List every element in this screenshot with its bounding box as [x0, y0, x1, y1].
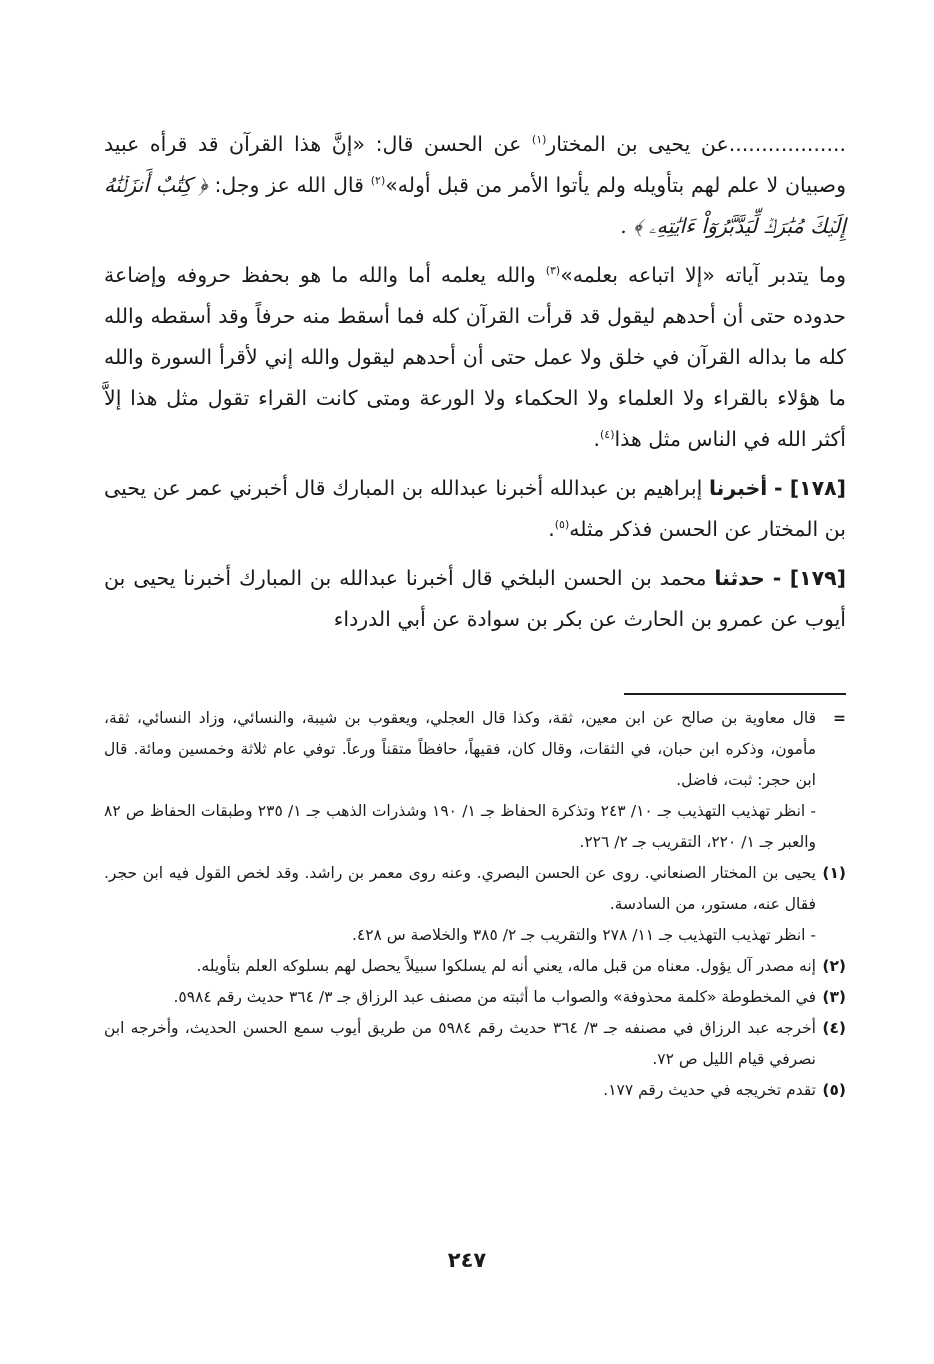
footnote-body	[104, 858, 816, 951]
p1-line1b: عن الحسن قال: «إنَّ هذا القرآن قد قرأه	[149, 132, 532, 156]
footnote-ref-5[interactable]: (٥)	[554, 518, 570, 531]
hadith-179	[104, 558, 846, 640]
hadith-178	[104, 468, 846, 550]
footnote-body	[104, 1075, 816, 1106]
footnote-line: إنه مصدر آل يؤول. معناه من قبل ماله، يعني أنه لم يسلكوا سبيلاً يحصل لهم بسلوكه العلم بتأويله.	[196, 957, 816, 975]
footnote-3	[104, 982, 846, 1013]
p2-start: وما يتدبر آياته «إلا اتباعه بعلمه»	[560, 263, 846, 287]
footnote-continued	[104, 703, 846, 858]
p1-line2: عبيد وصبيان لا علم لهم بتأويله ولم يأتوا الأمر من قبل أوله»	[104, 132, 846, 197]
main-text	[104, 124, 846, 640]
footnotes	[104, 703, 846, 1106]
p1-line1: ..................عن يحيى بن المختار	[546, 132, 846, 156]
footnote-ref-4[interactable]: (٤)	[599, 428, 615, 441]
p2-end: .	[593, 427, 600, 451]
hadith-179-number: [١٧٩] -	[772, 566, 846, 590]
footnote-line: يحيى بن المختار الصنعاني. روى عن الحسن البصري. وعنه روى معمر بن راشد. وقد لخص القول فيه ابن حجر. فقال عنه، مستور، من السادسة.	[104, 864, 816, 913]
footnote-body	[104, 1013, 816, 1075]
hadith-178-end: .	[548, 517, 555, 541]
footnote-line: - انظر تهذيب التهذيب جـ ١١/ ٢٧٨ والتقريب جـ ٢/ ٣٨٥ والخلاصة س ٤٢٨.	[351, 926, 816, 944]
footnote-marker: =	[833, 709, 846, 727]
footnote-marker: (١)	[822, 864, 846, 882]
footnote-ref-1[interactable]: (١)	[531, 133, 547, 146]
hadith-178-number: [١٧٨] -	[773, 476, 846, 500]
footnote-marker: (٣)	[822, 988, 846, 1006]
footnote-marker: (٤)	[822, 1019, 846, 1037]
paragraph-2	[104, 255, 846, 460]
hadith-179-text: محمد بن الحسن البلخي قال أخبرنا عبدالله بن المبارك أخبرنا يحيى بن أيوب عن عمرو بن الحارث عن بكر بن سوادة عن أبي الدرداء	[104, 566, 846, 631]
footnote-line: أخرجه عبد الرزاق في مصنفه جـ ٣/ ٣٦٤ حديث رقم ٥٩٨٤ من طريق أيوب سمع الحسن الحديث، وأخرجه ابن نصرفي قيام الليل ص ٧٢.	[104, 1019, 816, 1068]
footnote-body	[104, 951, 816, 982]
footnote-line: تقدم تخريجه في حديث رقم ١٧٧.	[603, 1081, 816, 1099]
footnote-ref-2[interactable]: (٢)	[370, 174, 386, 187]
hadith-179-keyword: حدثنا	[714, 566, 765, 590]
hadith-178-text: إبراهيم بن عبدالله أخبرنا عبدالله بن المبارك قال أخبرني عمر عن يحيى بن المختار عن الحسن فذكر مثله	[104, 476, 846, 541]
footnote-line: قال معاوية بن صالح عن ابن معين، ثقة، وكذا قال العجلي، ويعقوب بن شيبة، والنسائي، وزاد النسائي، ثقة، مأمون، وذكره ابن حبان، في الثقات، وقال كان، فقيهاً، حافظاً متقناً ورعاً. توفي عام ثلاثة وخمسين ومائة. قال ابن حجر: ثبت، فاضل.	[104, 709, 816, 789]
footnote-5	[104, 1075, 846, 1106]
quran-verse: ﴿ كِتَٰبٌ أَنزَلۡنَٰهُ إِلَيۡكَ مُبَٰرَكٞ لِّيَدَّبَّرُوٓاْ ءَايَٰتِهِۦ ﴾ .	[104, 173, 846, 238]
footnote-marker: (٢)	[822, 957, 846, 975]
p2-rest: والله يعلمه أما والله ما هو بحفظ حروفه وإضاعة حدوده حتى أن أحدهم ليقول قد قرأت القرآن كله فما أسقط منه حرفاً وقد أسقطه والله كله ما بداله القرآن في خلق ولا عمل حتى أن أحدهم ليقول والله إني لأقرأ السورة والله ما هؤلاء بالقراء ولا العلماء ولا الحكماء ولا الورعة ومتى كانت القراء تقول مثل هذا إلاَّ أكثر الله في الناس مثل هذا	[104, 263, 846, 451]
footnote-line: - انظر تهذيب التهذيب جـ ١٠/ ٢٤٣ وتذكرة الحفاظ جـ ١/ ١٩٠ وشذرات الذهب جـ ١/ ٢٣٥ وطبقات الحفاظ ص ٨٢ والعبر جـ ١/ ٢٢٠، التقريب جـ ٢/ ٢٢٦.	[104, 802, 816, 851]
footnote-1	[104, 858, 846, 951]
footnote-4	[104, 1013, 846, 1075]
page-number: ٢٤٧	[447, 1248, 487, 1272]
footnote-line: في المخطوطة «كلمة محذوفة» والصواب ما أثبته من مصنف عبد الرزاق جـ ٣/ ٣٦٤ حديث رقم ٥٩٨٤.	[173, 988, 816, 1006]
p1-line2b: قال الله عز وجل:	[214, 173, 371, 197]
footnote-ref-3[interactable]: (٣)	[545, 264, 561, 277]
paragraph-1	[104, 124, 846, 247]
footnote-marker: (٥)	[822, 1081, 846, 1099]
hadith-178-keyword: أخبرنا	[708, 476, 768, 500]
footnote-2	[104, 951, 846, 982]
footnote-body	[104, 703, 816, 858]
footnote-separator	[624, 693, 846, 695]
footnote-body	[104, 982, 816, 1013]
